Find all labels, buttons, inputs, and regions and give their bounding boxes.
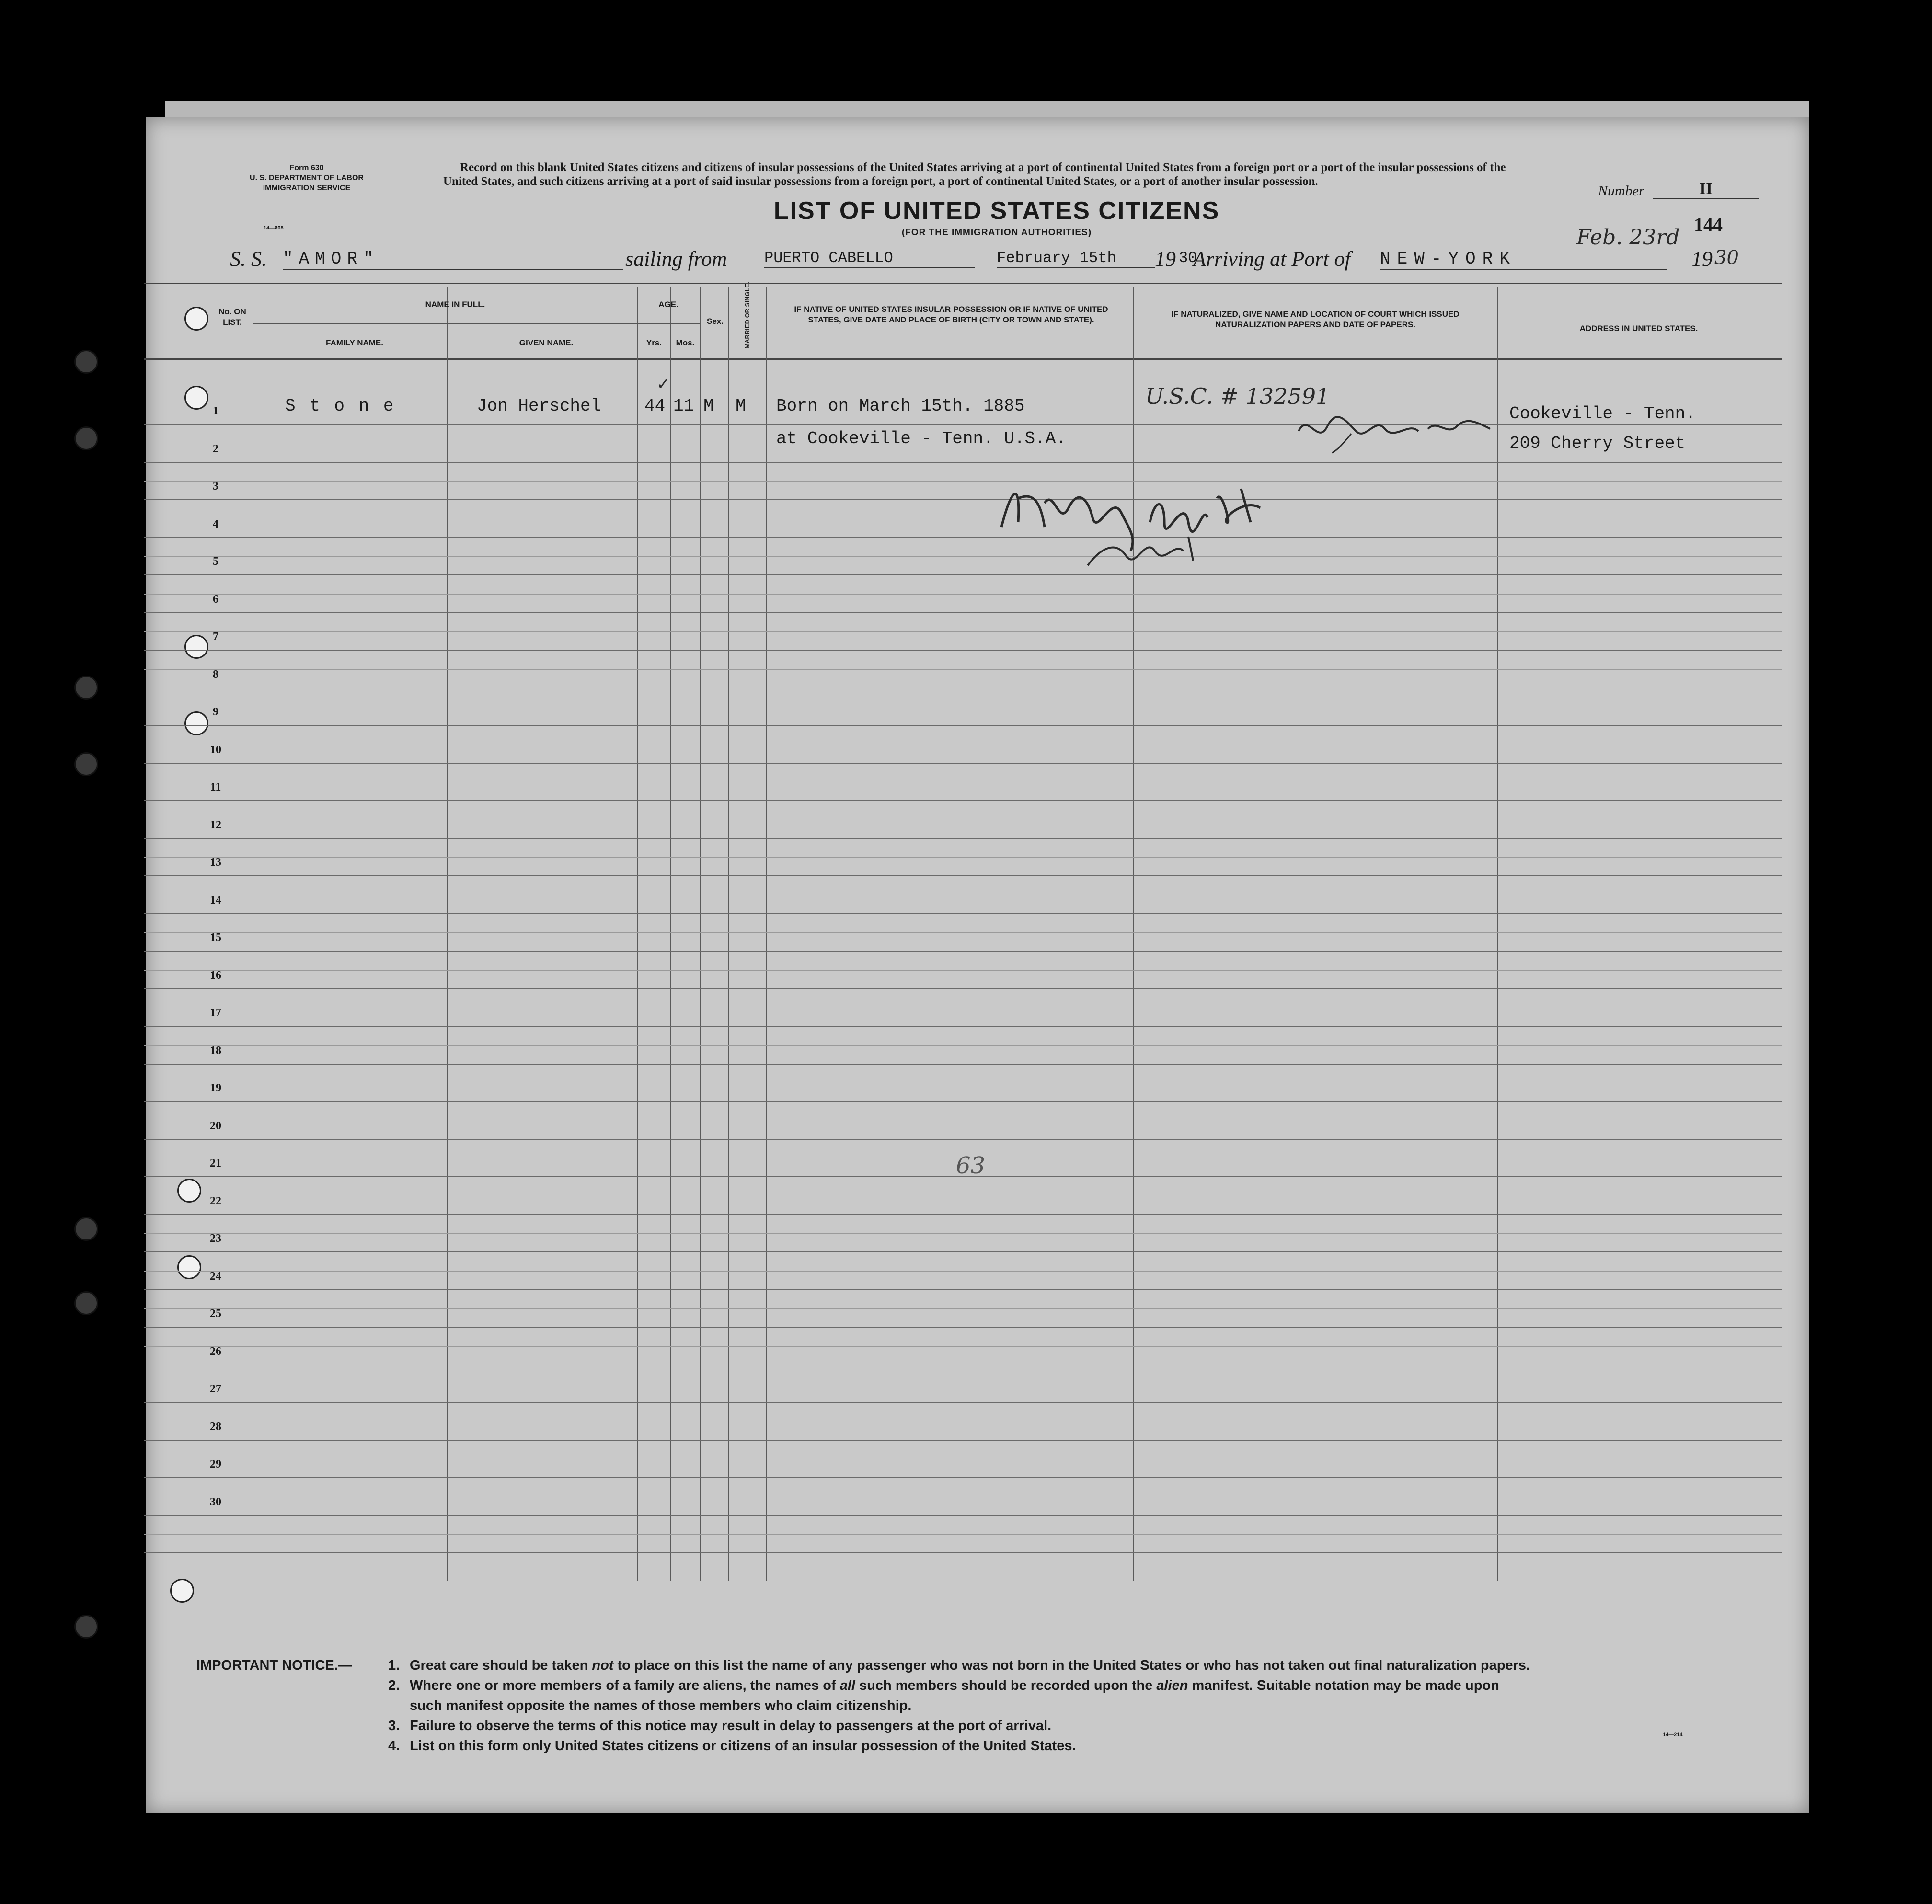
binder-hole xyxy=(74,752,98,776)
number-value: II xyxy=(1653,178,1759,199)
number-label: Number xyxy=(1598,183,1644,199)
row-rule xyxy=(144,1214,1782,1215)
notice-item2-text-b: such members should be recorded upon the xyxy=(855,1678,1157,1693)
row-number: 6 xyxy=(213,593,218,606)
notice-item1-emphasis: not xyxy=(592,1658,614,1673)
row-number: 28 xyxy=(210,1421,221,1433)
notice-item4: List on this form only United States citizens or citizens of an insular possession of the United States. xyxy=(410,1738,1076,1754)
entry-marital: M xyxy=(736,396,746,416)
notice-item2-emphasis-all: all xyxy=(840,1678,855,1693)
department: U. S. DEPARTMENT OF LABOR xyxy=(250,174,364,182)
header-married-or-single: MARRIED OR SINGLE. xyxy=(744,282,751,349)
row-subrule xyxy=(144,594,1782,595)
row-number: 4 xyxy=(213,518,218,530)
row-subrule xyxy=(144,970,1782,971)
row-number: 1 xyxy=(213,405,218,417)
page-subtitle: (FOR THE IMMIGRATION AUTHORITIES) xyxy=(901,228,1092,238)
row-number: 9 xyxy=(213,706,218,718)
row-number: 2 xyxy=(213,443,218,455)
row-number: 30 xyxy=(210,1496,221,1508)
departure-year: 30 xyxy=(1179,249,1197,267)
row-subrule xyxy=(144,932,1782,933)
row-rule xyxy=(144,1064,1782,1065)
ss-label: S. S. xyxy=(230,247,267,271)
notice-item2-continued: such manifest opposite the names of those members who claim citizenship. xyxy=(410,1698,912,1713)
row-rule xyxy=(144,800,1782,801)
col-divider xyxy=(637,287,638,1581)
row-rule xyxy=(144,1327,1782,1328)
col-divider xyxy=(728,287,729,1581)
row-number: 16 xyxy=(210,969,221,982)
row-rule xyxy=(144,1552,1782,1553)
header-native: IF NATIVE OF UNITED STATES INSULAR POSSESSION OR IF NATIVE OF UNITED STATES, GIVE DATE AND PLACE OF BIRTH (CITY OR TOWN AND STATE). xyxy=(794,305,1108,324)
row-rule xyxy=(144,1477,1782,1478)
stamp-number: 63 xyxy=(956,1152,986,1179)
arrival-year: 30 xyxy=(1714,247,1739,269)
row-number: 12 xyxy=(210,819,221,831)
sailing-from-label: sailing from xyxy=(625,247,727,271)
header-name-in-full: NAME IN FULL. xyxy=(425,300,485,309)
binder-hole xyxy=(74,1217,98,1241)
row-number: 5 xyxy=(213,555,218,568)
notice-item3: Failure to observe the terms of this notice may result in delay to passengers at the port of arrival. xyxy=(410,1718,1052,1733)
punch-hole xyxy=(170,1579,194,1603)
form-number: Form 630 xyxy=(289,164,324,172)
row-rule xyxy=(144,1402,1782,1403)
col-divider xyxy=(1497,287,1498,1581)
notice-item2-emphasis-alien: alien xyxy=(1156,1678,1188,1693)
row-rule xyxy=(144,1251,1782,1252)
row-subrule xyxy=(144,1346,1782,1347)
header-naturalized: IF NATURALIZED, GIVE NAME AND LOCATION OF COURT WHICH ISSUED NATURALIZATION PAPERS AND DATE OF PAPERS. xyxy=(1171,310,1460,329)
entry-address-line2: 209 Cherry Street xyxy=(1509,434,1686,453)
row-subrule xyxy=(144,556,1782,557)
row-rule xyxy=(144,875,1782,876)
row-number: 27 xyxy=(210,1383,221,1395)
row-rule xyxy=(144,763,1782,764)
departure-year-prefix: 19 xyxy=(1155,247,1176,271)
entry-given-name: Jon Herschel xyxy=(477,396,601,416)
row-rule xyxy=(144,951,1782,952)
row-number: 17 xyxy=(210,1007,221,1019)
entry-family-name: S t o n e xyxy=(285,396,396,416)
arriving-label: Arriving at Port of xyxy=(1193,247,1351,271)
row-subrule xyxy=(144,1534,1782,1535)
row-number: 25 xyxy=(210,1308,221,1320)
row-rule xyxy=(144,1440,1782,1441)
row-number: 18 xyxy=(210,1044,221,1057)
entry-sex: M xyxy=(703,396,714,416)
row-rule xyxy=(144,1101,1782,1102)
notice-item2 xyxy=(410,1675,1499,1696)
row-rule xyxy=(144,1139,1782,1140)
row-number: 20 xyxy=(210,1120,221,1132)
row-number: 8 xyxy=(213,668,218,681)
row-number: 19 xyxy=(210,1082,221,1094)
col-divider xyxy=(447,287,448,1581)
row-subrule xyxy=(144,1233,1782,1234)
row-rule xyxy=(144,650,1782,651)
col-divider xyxy=(670,287,671,1581)
row-number: 23 xyxy=(210,1232,221,1245)
notice-item3-number: 3. xyxy=(388,1718,400,1733)
table-header-border xyxy=(144,358,1782,360)
entry-address-line1: Cookeville - Tenn. xyxy=(1509,404,1696,424)
form-id-block xyxy=(230,163,383,193)
row-subrule xyxy=(144,1308,1782,1309)
page-title: LIST OF UNITED STATES CITIZENS xyxy=(773,197,1220,225)
arrival-port: NEW-YORK xyxy=(1380,249,1668,270)
departure-port: PUERTO CABELLO xyxy=(764,249,975,268)
inspector-signature-small xyxy=(1294,402,1495,455)
page-number: 144 xyxy=(1694,214,1723,235)
notice-item1-number: 1. xyxy=(388,1658,400,1673)
name-header-divider xyxy=(253,323,639,324)
row-rule xyxy=(144,574,1782,575)
arrival-year-prefix: 19 xyxy=(1691,247,1713,271)
binder-hole xyxy=(74,676,98,700)
row-number: 13 xyxy=(210,856,221,869)
notice-item1-text-a: Great care should be taken xyxy=(410,1658,592,1673)
binder-hole xyxy=(74,1615,98,1639)
row-rule xyxy=(144,499,1782,500)
entry-age-mos: 11 xyxy=(673,396,694,416)
notice-item1-text-b: to place on this list the name of any passenger who was not born in the United States or who has not taken out final naturalization papers. xyxy=(613,1658,1530,1673)
row-subrule xyxy=(144,669,1782,670)
notice-heading: IMPORTANT NOTICE.— xyxy=(196,1658,352,1673)
header-yrs: Yrs. xyxy=(646,338,662,347)
table-top-border xyxy=(144,283,1782,284)
service: IMMIGRATION SERVICE xyxy=(263,184,351,192)
arrival-date-handwritten: Feb. 23rd xyxy=(1576,225,1680,250)
row-subrule xyxy=(144,857,1782,858)
row-number: 3 xyxy=(213,480,218,493)
important-notice xyxy=(196,1655,1778,1756)
row-rule xyxy=(144,537,1782,538)
row-rule xyxy=(144,1289,1782,1290)
row-number: 26 xyxy=(210,1345,221,1358)
ship-name: "AMOR" xyxy=(283,249,623,270)
binder-hole xyxy=(74,350,98,374)
manifest-sheet xyxy=(146,117,1809,1813)
header-mos: Mos. xyxy=(676,338,695,347)
inspector-signature xyxy=(992,470,1279,580)
row-subrule xyxy=(144,1271,1782,1272)
row-rule xyxy=(144,1515,1782,1516)
age-header-divider xyxy=(637,323,700,324)
col-divider xyxy=(766,287,767,1581)
row-number: 21 xyxy=(210,1157,221,1170)
row-rule xyxy=(144,462,1782,463)
entry-birth-line2: at Cookeville - Tenn. U.S.A. xyxy=(776,429,1066,448)
header-age: AGE. xyxy=(658,300,678,309)
binder-hole xyxy=(74,1291,98,1315)
departure-date: February 15th xyxy=(997,249,1155,268)
row-number: 24 xyxy=(210,1270,221,1283)
row-subrule xyxy=(144,631,1782,632)
row-rule xyxy=(144,988,1782,989)
row-rule xyxy=(144,1026,1782,1027)
col-divider xyxy=(700,287,701,1581)
row-number: 7 xyxy=(213,631,218,643)
notice-item4-number: 4. xyxy=(388,1738,400,1754)
entry-birth-line1: Born on March 15th. 1885 xyxy=(776,396,1025,416)
punch-hole xyxy=(184,307,208,331)
row-number: 29 xyxy=(210,1458,221,1470)
instructions: Record on this blank United States citizens and citizens of insular possessions of the United States arriving at a port of continental United States from a foreign port or a port of the insular possessions of the United States, and such citizens arriving at a port of said insular possessions from a foreign port, a port of continental United States, or a port of another insular possession. xyxy=(443,161,1506,188)
header-sex: Sex. xyxy=(707,317,724,326)
header-given-name: GIVEN NAME. xyxy=(519,338,574,347)
notice-item1 xyxy=(410,1655,1530,1675)
row-rule xyxy=(144,913,1782,914)
form-code-bottom: 14—214 xyxy=(1663,1732,1683,1738)
row-number: 15 xyxy=(210,931,221,944)
header-no-on-list: No. ON LIST. xyxy=(218,307,246,327)
row-number: 22 xyxy=(210,1195,221,1207)
row-number: 10 xyxy=(210,744,221,756)
row-rule xyxy=(144,424,1782,425)
notice-item2-text-a: Where one or more members of a family are aliens, the names of xyxy=(410,1678,840,1693)
row-number: 11 xyxy=(210,781,221,793)
entry-age-yrs: 44 xyxy=(644,396,666,416)
notice-item2-number: 2. xyxy=(388,1678,400,1693)
form-code-top: 14—808 xyxy=(264,225,284,231)
row-rule xyxy=(144,725,1782,726)
row-rule xyxy=(144,838,1782,839)
notice-item2-text-c: manifest. Suitable notation may be made upon xyxy=(1188,1678,1499,1693)
row-number: 14 xyxy=(210,894,221,906)
check-mark: ✓ xyxy=(656,375,670,393)
row-rule xyxy=(144,612,1782,613)
row-subrule xyxy=(144,481,1782,482)
entry-naturalization-note: U.S.C. # 132591 xyxy=(1145,383,1330,409)
header-family-name: FAMILY NAME. xyxy=(326,338,383,347)
binder-hole xyxy=(74,426,98,450)
header-address: ADDRESS IN UNITED STATES. xyxy=(1579,324,1698,333)
row-subrule xyxy=(144,1045,1782,1046)
